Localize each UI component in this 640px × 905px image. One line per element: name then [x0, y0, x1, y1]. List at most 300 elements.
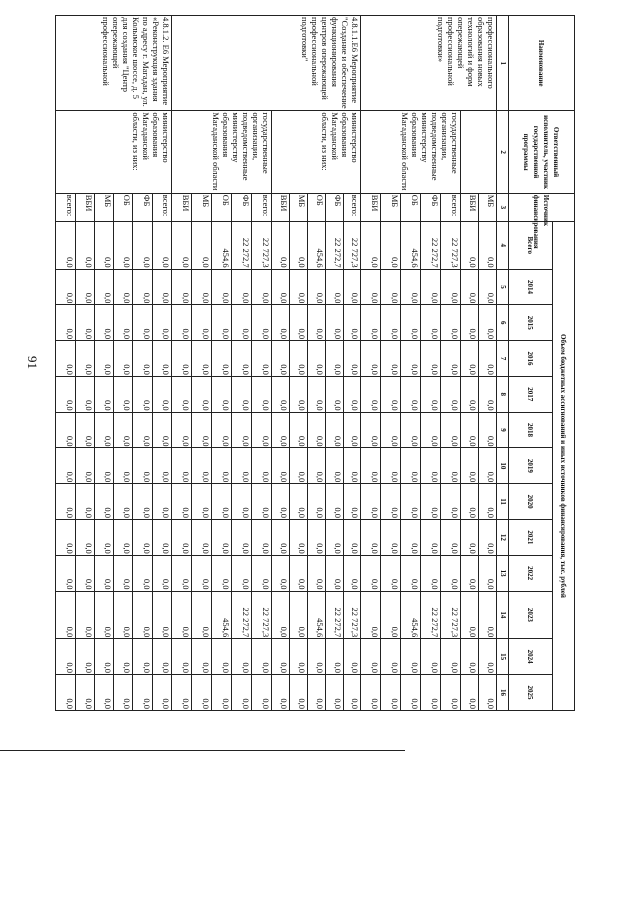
row-value: 22 272,7 [421, 591, 441, 639]
row-value: 454,6 [307, 221, 325, 269]
row-source: всего: [152, 193, 171, 221]
row-value: 0,0 [251, 674, 271, 710]
row-source: всего: [441, 193, 461, 221]
row-value: 0,0 [133, 305, 152, 341]
row-value: 0,0 [152, 341, 171, 377]
row-source: всего: [251, 193, 271, 221]
row-value: 0,0 [192, 555, 212, 591]
row-value: 0,0 [361, 341, 381, 377]
row-value: 0,0 [401, 412, 421, 448]
row-value: 0,0 [56, 412, 76, 448]
row-value: 0,0 [307, 269, 325, 305]
row-value: 0,0 [401, 674, 421, 710]
row-value: 0,0 [381, 221, 401, 269]
row-value: 0,0 [94, 221, 113, 269]
rotated-table-container [55, 15, 575, 711]
row-value: 0,0 [401, 639, 421, 675]
row-value: 0,0 [94, 412, 113, 448]
row-value: 0,0 [271, 519, 289, 555]
row-value: 0,0 [114, 591, 133, 639]
row-value: 0,0 [114, 484, 133, 520]
row-value: 0,0 [479, 305, 497, 341]
row-value: 0,0 [289, 519, 307, 555]
row-value: 0,0 [251, 639, 271, 675]
row-value: 0,0 [461, 412, 479, 448]
row-value: 0,0 [381, 674, 401, 710]
row-value: 0,0 [211, 341, 231, 377]
row-value: 0,0 [231, 555, 251, 591]
row-value: 0,0 [441, 484, 461, 520]
row-value: 0,0 [361, 484, 381, 520]
row-value: 0,0 [441, 269, 461, 305]
row-value: 0,0 [152, 412, 171, 448]
row-value: 0,0 [75, 305, 94, 341]
row-value: 0,0 [441, 376, 461, 412]
row-value: 0,0 [75, 269, 94, 305]
row-source: ФБ [231, 193, 251, 221]
row-value: 0,0 [75, 555, 94, 591]
column-index: 7 [497, 341, 509, 377]
row-value: 0,0 [381, 376, 401, 412]
row-value: 0,0 [289, 305, 307, 341]
row-value: 0,0 [461, 591, 479, 639]
row-value: 0,0 [133, 269, 152, 305]
row-value: 0,0 [211, 519, 231, 555]
header-executor: Ответственный исполнитель, участник государственной программы [509, 111, 575, 193]
row-source: ФБ [421, 193, 441, 221]
row-value: 22 272,7 [231, 591, 251, 639]
row-value: 0,0 [231, 341, 251, 377]
row-value: 0,0 [381, 555, 401, 591]
row-value: 0,0 [479, 555, 497, 591]
row-executor: государственные организации, подведомственные министерству образования Магаданской области [172, 111, 272, 193]
header-year: 2025 [509, 674, 553, 710]
row-value: 0,0 [192, 376, 212, 412]
row-value: 0,0 [172, 412, 192, 448]
row-value: 0,0 [251, 412, 271, 448]
row-value: 0,0 [361, 591, 381, 639]
row-value: 0,0 [441, 639, 461, 675]
row-value: 0,0 [75, 519, 94, 555]
row-value: 454,6 [211, 221, 231, 269]
row-value: 0,0 [271, 674, 289, 710]
row-value: 0,0 [211, 555, 231, 591]
row-value: 0,0 [421, 519, 441, 555]
row-value: 0,0 [231, 519, 251, 555]
row-value: 0,0 [343, 639, 361, 675]
row-source: МБ [479, 193, 497, 221]
row-value: 0,0 [114, 341, 133, 377]
row-value: 0,0 [461, 269, 479, 305]
row-value: 0,0 [94, 484, 113, 520]
row-source: ВБИ [172, 193, 192, 221]
row-value: 0,0 [401, 555, 421, 591]
row-value: 0,0 [133, 639, 152, 675]
row-value: 0,0 [325, 555, 343, 591]
row-value: 0,0 [56, 448, 76, 484]
row-value: 0,0 [75, 591, 94, 639]
row-value: 0,0 [114, 305, 133, 341]
row-value: 0,0 [271, 591, 289, 639]
row-source: ВБИ [361, 193, 381, 221]
row-value: 0,0 [307, 555, 325, 591]
row-value: 0,0 [421, 376, 441, 412]
row-value: 22 272,7 [325, 221, 343, 269]
row-value: 0,0 [75, 448, 94, 484]
row-value: 0,0 [461, 341, 479, 377]
header-name: Наименование [509, 16, 575, 111]
row-value: 0,0 [479, 484, 497, 520]
row-value: 0,0 [133, 448, 152, 484]
row-value: 0,0 [172, 674, 192, 710]
row-value: 0,0 [172, 555, 192, 591]
column-index: 10 [497, 448, 509, 484]
row-value: 0,0 [231, 639, 251, 675]
header-year: 2023 [509, 591, 553, 639]
row-value: 0,0 [289, 341, 307, 377]
row-value: 0,0 [251, 376, 271, 412]
row-value: 0,0 [75, 412, 94, 448]
row-value: 0,0 [211, 269, 231, 305]
row-value: 0,0 [343, 674, 361, 710]
row-value: 0,0 [94, 376, 113, 412]
row-value: 0,0 [172, 591, 192, 639]
row-source: ФБ [133, 193, 152, 221]
row-value: 0,0 [381, 269, 401, 305]
row-value: 0,0 [56, 639, 76, 675]
row-value: 22 727,3 [441, 591, 461, 639]
row-value: 0,0 [94, 674, 113, 710]
row-value: 0,0 [192, 412, 212, 448]
column-index: 6 [497, 305, 509, 341]
row-value: 0,0 [211, 305, 231, 341]
row-value: 0,0 [421, 341, 441, 377]
row-value: 0,0 [192, 221, 212, 269]
row-value: 22 727,3 [343, 221, 361, 269]
row-value: 0,0 [289, 448, 307, 484]
row-value: 0,0 [231, 305, 251, 341]
row-value: 0,0 [361, 269, 381, 305]
row-value: 0,0 [401, 448, 421, 484]
row-value: 0,0 [152, 376, 171, 412]
row-value: 0,0 [461, 519, 479, 555]
row-value: 0,0 [94, 591, 113, 639]
column-index: 5 [497, 269, 509, 305]
row-value: 0,0 [211, 484, 231, 520]
header-year: 2015 [509, 305, 553, 341]
row-value: 0,0 [271, 341, 289, 377]
row-value: 0,0 [192, 519, 212, 555]
row-value: 0,0 [289, 674, 307, 710]
row-value: 0,0 [192, 448, 212, 484]
row-value: 0,0 [479, 519, 497, 555]
row-value: 0,0 [172, 519, 192, 555]
header-year: 2016 [509, 341, 553, 377]
row-value: 0,0 [361, 674, 381, 710]
row-value: 0,0 [381, 591, 401, 639]
header-year: 2022 [509, 555, 553, 591]
row-value: 0,0 [343, 484, 361, 520]
row-value: 0,0 [152, 639, 171, 675]
row-value: 0,0 [94, 555, 113, 591]
row-value: 0,0 [271, 412, 289, 448]
row-value: 0,0 [231, 484, 251, 520]
header-year: 2020 [509, 484, 553, 520]
row-value: 0,0 [325, 448, 343, 484]
row-value: 454,6 [211, 591, 231, 639]
row-value: 0,0 [461, 639, 479, 675]
row-value: 0,0 [325, 412, 343, 448]
row-value: 0,0 [479, 341, 497, 377]
footer-rule [0, 750, 405, 751]
row-value: 0,0 [133, 555, 152, 591]
row-value: 0,0 [251, 519, 271, 555]
row-value: 454,6 [401, 591, 421, 639]
row-executor: министерство образования Магаданской области, из них: [271, 111, 361, 193]
row-value: 0,0 [152, 674, 171, 710]
table-row [479, 16, 497, 711]
row-value: 0,0 [56, 305, 76, 341]
row-value: 0,0 [461, 376, 479, 412]
row-value: 0,0 [343, 555, 361, 591]
row-value: 0,0 [75, 221, 94, 269]
column-index: 8 [497, 376, 509, 412]
row-value: 0,0 [271, 221, 289, 269]
row-value: 0,0 [114, 674, 133, 710]
row-value: 0,0 [479, 221, 497, 269]
row-source: ОБ [307, 193, 325, 221]
row-value: 0,0 [289, 221, 307, 269]
row-source: МБ [381, 193, 401, 221]
row-source: ОБ [211, 193, 231, 221]
row-value: 0,0 [133, 341, 152, 377]
row-value: 0,0 [361, 519, 381, 555]
row-value: 0,0 [307, 341, 325, 377]
row-value: 0,0 [94, 305, 113, 341]
table-row [152, 16, 171, 711]
row-value: 0,0 [192, 674, 212, 710]
row-value: 0,0 [325, 639, 343, 675]
row-value: 0,0 [289, 269, 307, 305]
row-value: 0,0 [271, 555, 289, 591]
row-value: 0,0 [192, 639, 212, 675]
row-value: 0,0 [211, 412, 231, 448]
row-value: 0,0 [94, 448, 113, 484]
row-value: 0,0 [461, 674, 479, 710]
row-value: 0,0 [343, 448, 361, 484]
row-value: 0,0 [271, 484, 289, 520]
header-year: 2017 [509, 376, 553, 412]
row-value: 0,0 [114, 555, 133, 591]
row-value: 0,0 [325, 341, 343, 377]
row-value: 0,0 [325, 484, 343, 520]
row-value: 0,0 [114, 221, 133, 269]
row-value: 0,0 [114, 519, 133, 555]
row-value: 0,0 [381, 412, 401, 448]
row-value: 0,0 [251, 269, 271, 305]
row-value: 0,0 [231, 448, 251, 484]
header-total: Всего [509, 221, 553, 269]
row-value: 0,0 [381, 519, 401, 555]
row-value: 0,0 [421, 484, 441, 520]
row-source: МБ [289, 193, 307, 221]
row-source: МБ [192, 193, 212, 221]
row-name: профессионального образования новых технологий и форм опережающей профессиональной подготовки» [361, 16, 497, 111]
row-value: 0,0 [441, 448, 461, 484]
row-value: 0,0 [479, 269, 497, 305]
row-value: 22 727,3 [343, 591, 361, 639]
row-value: 0,0 [172, 484, 192, 520]
row-value: 0,0 [361, 305, 381, 341]
row-value: 0,0 [479, 412, 497, 448]
row-value: 0,0 [307, 484, 325, 520]
row-value: 0,0 [343, 305, 361, 341]
row-value: 0,0 [441, 674, 461, 710]
row-value: 0,0 [133, 674, 152, 710]
row-value: 0,0 [401, 519, 421, 555]
row-value: 454,6 [307, 591, 325, 639]
row-value: 0,0 [114, 269, 133, 305]
row-value: 0,0 [56, 269, 76, 305]
row-value: 0,0 [152, 221, 171, 269]
table-row [343, 16, 361, 711]
row-value: 0,0 [343, 519, 361, 555]
row-value: 22 272,7 [231, 221, 251, 269]
header-year: 2019 [509, 448, 553, 484]
row-value: 0,0 [325, 269, 343, 305]
row-value: 0,0 [343, 269, 361, 305]
row-value: 454,6 [401, 221, 421, 269]
row-value: 0,0 [56, 484, 76, 520]
row-value: 0,0 [172, 639, 192, 675]
header-year: 2014 [509, 269, 553, 305]
row-value: 0,0 [441, 519, 461, 555]
row-value: 22 727,3 [251, 221, 271, 269]
table-row [441, 16, 461, 711]
row-value: 0,0 [479, 674, 497, 710]
row-value: 0,0 [421, 674, 441, 710]
row-value: 0,0 [152, 591, 171, 639]
row-value: 0,0 [421, 269, 441, 305]
row-value: 0,0 [461, 221, 479, 269]
row-value: 0,0 [94, 639, 113, 675]
row-value: 0,0 [152, 519, 171, 555]
row-value: 0,0 [251, 341, 271, 377]
row-value: 0,0 [251, 305, 271, 341]
row-value: 0,0 [152, 448, 171, 484]
row-value: 0,0 [289, 484, 307, 520]
row-value: 0,0 [289, 639, 307, 675]
row-value: 0,0 [421, 412, 441, 448]
row-value: 0,0 [307, 305, 325, 341]
row-value: 0,0 [271, 448, 289, 484]
row-source: ФБ [325, 193, 343, 221]
row-value: 0,0 [192, 591, 212, 639]
row-value: 0,0 [133, 376, 152, 412]
row-value: 0,0 [479, 639, 497, 675]
row-value: 0,0 [192, 484, 212, 520]
row-source: ВБИ [75, 193, 94, 221]
row-value: 0,0 [479, 376, 497, 412]
row-value: 0,0 [441, 412, 461, 448]
row-value: 0,0 [461, 448, 479, 484]
row-value: 0,0 [75, 376, 94, 412]
row-value: 22 727,3 [251, 591, 271, 639]
row-value: 0,0 [441, 341, 461, 377]
page-number: 91 [25, 356, 40, 369]
row-value: 0,0 [211, 674, 231, 710]
header-year: 2018 [509, 412, 553, 448]
row-value: 0,0 [421, 305, 441, 341]
row-value: 0,0 [211, 639, 231, 675]
row-value: 0,0 [381, 484, 401, 520]
row-value: 0,0 [231, 412, 251, 448]
row-value: 0,0 [75, 674, 94, 710]
header-volume: Объем бюджетных ассигнований и иных источников финансирования, тыс. рублей [553, 221, 575, 710]
row-value: 0,0 [56, 519, 76, 555]
row-value: 0,0 [307, 376, 325, 412]
row-value: 0,0 [289, 591, 307, 639]
column-index: 3 [497, 193, 509, 221]
header-source: Источник финансирования [509, 193, 575, 221]
row-value: 0,0 [251, 555, 271, 591]
row-value: 0,0 [231, 376, 251, 412]
row-value: 0,0 [152, 269, 171, 305]
row-source: всего: [56, 193, 76, 221]
row-value: 0,0 [479, 448, 497, 484]
row-value: 0,0 [307, 448, 325, 484]
row-source: всего: [343, 193, 361, 221]
row-value: 0,0 [289, 376, 307, 412]
row-executor: государственные организации, подведомственные министерству образования Магаданской области [361, 111, 461, 193]
row-value: 0,0 [421, 639, 441, 675]
row-value: 0,0 [114, 412, 133, 448]
row-value: 0,0 [325, 519, 343, 555]
row-value: 0,0 [172, 376, 192, 412]
row-value: 0,0 [401, 484, 421, 520]
column-index: 9 [497, 412, 509, 448]
row-value: 0,0 [401, 305, 421, 341]
row-value: 0,0 [56, 555, 76, 591]
row-value: 0,0 [461, 484, 479, 520]
row-value: 0,0 [307, 519, 325, 555]
row-value: 0,0 [56, 591, 76, 639]
header-year: 2024 [509, 639, 553, 675]
row-value: 0,0 [289, 412, 307, 448]
row-value: 0,0 [381, 639, 401, 675]
row-value: 0,0 [361, 555, 381, 591]
header-year: 2021 [509, 519, 553, 555]
row-value: 0,0 [94, 519, 113, 555]
row-value: 0,0 [441, 305, 461, 341]
column-index: 15 [497, 639, 509, 675]
row-value: 0,0 [307, 674, 325, 710]
row-name: 4.8.1.2. Е6 Мероприятие «Реконструкция здания по адресу г. Магадан, ул. Колымское шоссе, д. 5 для создания "Центр опережающей профессиональной [56, 16, 172, 111]
row-value: 22 272,7 [421, 221, 441, 269]
row-value: 0,0 [325, 376, 343, 412]
row-value: 0,0 [381, 305, 401, 341]
column-index: 11 [497, 484, 509, 520]
row-source: ОБ [114, 193, 133, 221]
row-value: 0,0 [172, 341, 192, 377]
row-value: 0,0 [343, 412, 361, 448]
row-value: 0,0 [361, 221, 381, 269]
funding-table [55, 15, 575, 711]
row-value: 0,0 [289, 555, 307, 591]
column-index: 13 [497, 555, 509, 591]
table-row [251, 16, 271, 711]
row-value: 0,0 [325, 305, 343, 341]
